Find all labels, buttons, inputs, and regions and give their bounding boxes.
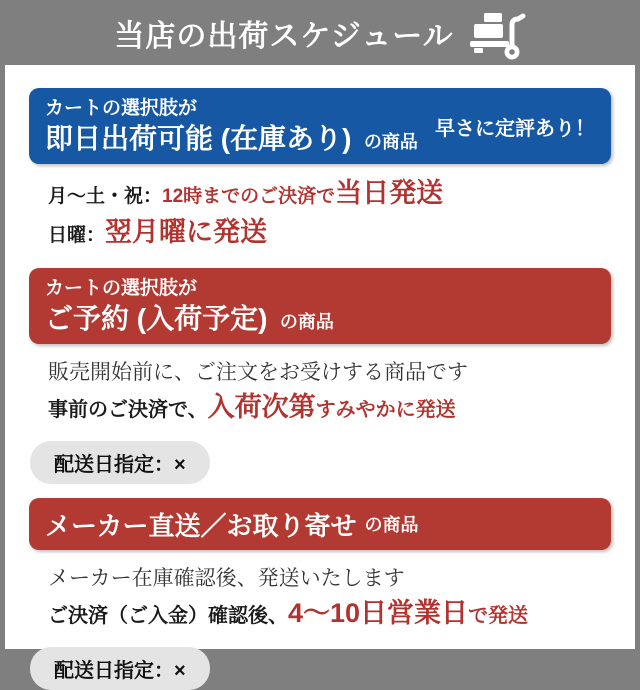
same-day-line-sunday [48, 215, 611, 254]
direct-banner-suffix: の商品 [364, 515, 419, 535]
direct-shipping-tail: で発送 [468, 605, 529, 627]
preorder-line-shipping [48, 390, 611, 429]
direct-line-description: メーカー在庫確認後、発送いたします [48, 567, 405, 590]
direct-banner-name: メーカー直送／お取り寄せ [45, 510, 357, 541]
same-day-line-weekday [48, 176, 611, 215]
direct-condition-label: ご決済（ご入金）確認後、 [48, 605, 288, 627]
sunday-label: 日曜： [48, 225, 106, 246]
same-day-banner-note: 早さに定評あり！ [435, 117, 595, 140]
direct-banner [29, 498, 611, 550]
direct-delivery-date-badge: 配送日指定：× [30, 647, 210, 690]
preorder-details [48, 356, 611, 429]
preorder-banner-name: ご予約 (入荷予定) [45, 303, 268, 334]
same-day-banner [29, 88, 611, 164]
preorder-delivery-date-badge: 配送日指定：× [30, 441, 210, 484]
preorder-banner [29, 268, 611, 344]
direct-details [48, 562, 611, 635]
preorder-line-description: 販売開始前に、ご注文をお受けする商品です [48, 361, 468, 384]
sunday-shipping-emphasis: 翌月曜に発送 [105, 217, 268, 247]
same-day-banner-name: 即日出荷可能 (在庫あり) [45, 123, 352, 154]
hand-truck-icon [470, 6, 526, 60]
weekday-condition: 12時までのご決済で [162, 186, 336, 207]
header [0, 0, 640, 65]
preorder-condition-label: 事前のご決済で、 [48, 399, 208, 421]
weekday-label: 月〜土・祝： [48, 186, 163, 207]
page-title: 当店の出荷スケジュール [114, 19, 454, 53]
preorder-banner-intro: カートの選択肢が [45, 278, 198, 299]
direct-shipping-emphasis: 4〜10日営業日 [288, 598, 469, 628]
same-day-banner-text [45, 96, 418, 156]
preorder-banner-text [45, 276, 334, 336]
same-day-banner-suffix: の商品 [363, 132, 418, 152]
direct-line-shipping [48, 596, 611, 635]
content-panel [5, 65, 635, 682]
weekday-shipping-emphasis: 当日発送 [335, 178, 444, 208]
same-day-details [48, 176, 611, 254]
preorder-shipping-emphasis: 入荷次第 [207, 392, 316, 422]
same-day-banner-intro: カートの選択肢が [45, 98, 198, 119]
preorder-shipping-tail: すみやかに発送 [315, 399, 456, 421]
preorder-banner-suffix: の商品 [279, 312, 334, 332]
